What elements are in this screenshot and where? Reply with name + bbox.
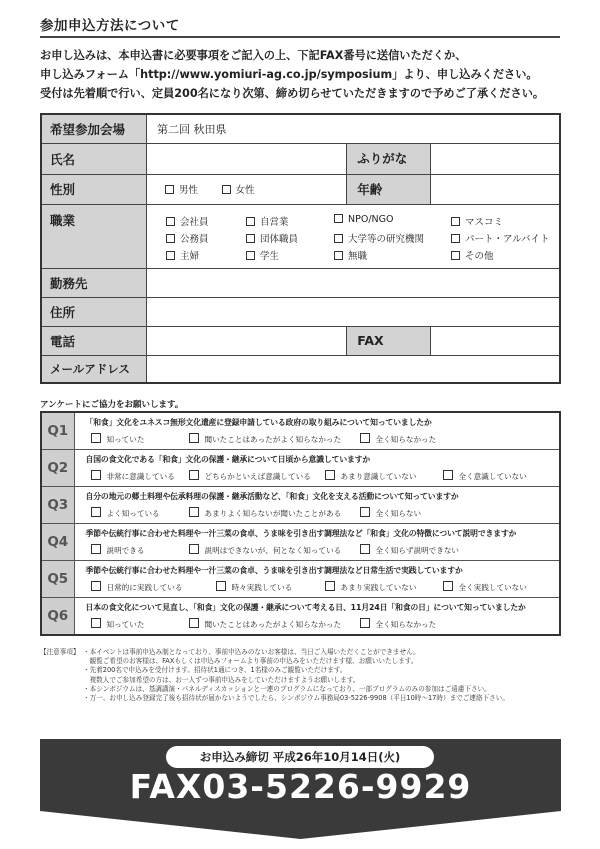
intro-line: 申し込みフォーム「http://www.yomiuri-ag.co.jp/symposium」より、申し込みください。 <box>40 68 538 81</box>
occupation-option[interactable] <box>451 248 494 262</box>
answer-option[interactable] <box>360 433 437 445</box>
occupation-label: 職業 <box>41 204 147 268</box>
checkbox-icon[interactable] <box>91 581 101 591</box>
question-number: Q5 <box>41 561 74 598</box>
checkbox-icon[interactable] <box>334 214 343 223</box>
option-label: 知っていた <box>106 435 145 444</box>
option-label: よく知っている <box>106 509 160 518</box>
question-text: 「和食」文化をユネスコ無形文化遺産に登録申請している政府の取り組みについて知っていましたか <box>85 418 432 427</box>
workplace-field[interactable] <box>147 268 561 297</box>
checkbox-icon[interactable] <box>451 234 460 243</box>
checkbox-icon[interactable] <box>91 544 101 554</box>
age-cell <box>347 174 560 204</box>
occupation-option[interactable] <box>334 248 367 262</box>
gender-options <box>147 174 347 204</box>
occupation-option[interactable] <box>166 214 209 228</box>
question-text: 日本の食文化について見直し、「和食」文化の保護・継承について考える日、11月24日「和食の日」について知っていましたか <box>85 603 526 612</box>
furigana-label: ふりがな <box>347 144 431 174</box>
option-label: 全く意識していない <box>458 472 527 481</box>
note-line: ・先着200名で申込みを受付けます。招待状1通につき、1名様のみご観覧いただけます。 <box>83 666 347 675</box>
option-label: 全く実践していない <box>458 583 527 592</box>
notes <box>40 648 560 703</box>
checkbox-icon[interactable] <box>360 433 370 443</box>
answer-option[interactable] <box>189 470 311 482</box>
checkbox-icon[interactable] <box>189 470 199 480</box>
occupation-option[interactable] <box>451 214 503 228</box>
option-label: 団体職員 <box>260 234 299 245</box>
question-text: 季節や伝統行事に合わせた料理や一汁三菜の食卓、うま味を引き出す調理法など「和食」文化の特徴について説明できますか <box>85 529 517 538</box>
question-body <box>74 598 560 636</box>
option-label: 時々実践している <box>231 583 293 592</box>
option-label: 主婦 <box>180 251 200 262</box>
answer-option[interactable] <box>325 581 417 593</box>
address-field[interactable] <box>147 297 561 326</box>
checkbox-icon[interactable] <box>91 470 101 480</box>
option-label: どちらかといえば意識している <box>204 472 311 481</box>
note-line: ・本イベントは事前申込み制となっており、事前申込みのないお客様は、当日ご入場いただくことができません。 <box>83 648 420 656</box>
furigana-field[interactable] <box>431 144 559 174</box>
answer-option[interactable] <box>91 618 145 630</box>
deadline-pill: お申込み締切 平成26年10月14日(火) <box>166 746 434 768</box>
checkbox-icon[interactable] <box>443 581 453 591</box>
name-field[interactable] <box>147 143 347 174</box>
checkbox-icon[interactable] <box>166 234 175 243</box>
answer-option[interactable] <box>91 507 160 519</box>
application-form <box>40 113 561 384</box>
occupation-option[interactable] <box>166 231 209 245</box>
question-number: Q1 <box>41 412 74 450</box>
checkbox-icon[interactable] <box>166 217 175 226</box>
email-field[interactable] <box>147 355 561 383</box>
answer-option[interactable] <box>360 507 422 519</box>
occupation-option[interactable] <box>334 231 424 245</box>
furigana-cell <box>347 143 560 174</box>
option-label: 学生 <box>260 251 280 262</box>
fax-label: FAX <box>347 327 431 355</box>
survey-heading: アンケートにご協力をお願いします。 <box>40 400 184 410</box>
checkbox-icon[interactable] <box>189 507 199 517</box>
answer-option[interactable] <box>91 544 145 556</box>
answer-option[interactable] <box>91 581 183 593</box>
intro-line: 受付は先着順で行い、定員200名になり次第、締め切らせていただきますので予めご了承ください。 <box>40 87 545 100</box>
option-label: NPO/NGO <box>348 214 394 225</box>
answer-option[interactable] <box>216 581 293 593</box>
option-label: 知っていた <box>106 620 145 629</box>
answer-option[interactable] <box>360 618 437 630</box>
option-label: 聞いたことはあったがよく知らなかった <box>204 620 342 629</box>
occupation-option[interactable] <box>246 248 279 262</box>
option-label: その他 <box>465 251 494 262</box>
venue-label: 希望参加会場 <box>41 114 147 143</box>
occupation-option[interactable] <box>166 248 199 262</box>
age-field[interactable] <box>431 175 559 204</box>
option-label: 大学等の研究機関 <box>348 234 425 245</box>
option-label: 全く知らなかった <box>375 435 437 444</box>
occupation-option[interactable] <box>246 214 289 228</box>
question-body <box>74 561 560 598</box>
checkbox-icon[interactable] <box>451 217 460 226</box>
option-label: あまり意識していない <box>340 472 417 481</box>
checkbox-icon[interactable] <box>360 618 370 628</box>
answer-option[interactable] <box>91 433 145 445</box>
venue-value[interactable]: 第二回 秋田県 <box>147 114 561 143</box>
occupation-option[interactable] <box>451 231 549 245</box>
gender-male-option[interactable] <box>165 182 198 196</box>
option-label: 非常に意識している <box>106 472 175 481</box>
option-label: あまりよく知らないが聞いたことがある <box>204 509 342 518</box>
option-label: 無職 <box>348 251 368 262</box>
answer-option[interactable] <box>443 581 527 593</box>
option-label: 全く知らない <box>375 509 422 518</box>
option-label: 日常的に実践している <box>106 583 183 592</box>
notes-label: 【注意事項】 <box>40 648 80 656</box>
age-label: 年齢 <box>347 175 431 204</box>
option-label: マスコミ <box>465 217 504 228</box>
phone-field[interactable] <box>147 326 347 355</box>
answer-option[interactable] <box>189 507 342 519</box>
answer-option[interactable] <box>189 544 342 556</box>
question-number: Q3 <box>41 487 74 524</box>
occupation-option[interactable] <box>334 214 393 225</box>
question-body <box>74 487 560 524</box>
survey-table <box>40 411 561 636</box>
question-number: Q4 <box>41 524 74 561</box>
occupation-options <box>147 204 561 268</box>
heading-divider <box>40 36 560 38</box>
checkbox-icon[interactable] <box>451 251 460 260</box>
checkbox-icon[interactable] <box>189 618 199 628</box>
checkbox-icon[interactable] <box>91 618 101 628</box>
answer-option[interactable] <box>91 470 175 482</box>
fax-number: FAX03-5226-9929 <box>129 767 472 806</box>
fax-field[interactable] <box>431 327 559 355</box>
checkbox-icon[interactable] <box>165 185 174 194</box>
question-body <box>74 450 560 487</box>
checkbox-icon[interactable] <box>246 251 255 260</box>
question-body <box>74 524 560 561</box>
gender-female-option[interactable] <box>222 182 255 196</box>
answer-option[interactable] <box>360 544 460 556</box>
workplace-label: 勤務先 <box>41 268 147 297</box>
note-line: 観覧ご希望のお客様は、FAXもしくは申込みフォームより事前の申込みをいただけます様、お願いいたします。 <box>83 657 418 666</box>
intro-line: お申し込みは、本申込書に必要事項をご記入の上、下記FAX番号に送信いただくか、 <box>40 49 467 62</box>
question-text: 季節や伝統行事に合わせた料理や一汁三菜の食卓、うま味を引き出す調理法など日常生活で実践していますか <box>85 566 463 575</box>
option-label: 説明はできないが、何となく知っている <box>204 546 342 555</box>
option-label: パート・アルバイト <box>465 234 550 245</box>
checkbox-icon[interactable] <box>246 234 255 243</box>
option-label: 会社員 <box>180 217 209 228</box>
answer-option[interactable] <box>443 470 527 482</box>
option-label: 自営業 <box>260 217 289 228</box>
answer-option[interactable] <box>325 470 417 482</box>
checkbox-icon[interactable] <box>246 217 255 226</box>
checkbox-icon[interactable] <box>360 544 370 554</box>
option-label: 女性 <box>235 185 255 196</box>
checkbox-icon[interactable] <box>91 507 101 517</box>
option-label: 男性 <box>179 185 199 196</box>
fax-cell <box>347 326 560 355</box>
note-line: ・万一、お申し込み登録完了後も招待状が届かないようでしたら、シンポジウム事務局03-5226-9908（平日10時〜17時）までご連絡下さい。 <box>83 694 509 703</box>
checkbox-icon[interactable] <box>189 433 199 443</box>
question-text: 自分の地元の郷土料理や伝承料理の保護・継承活動など、「和食」文化を支える活動について知っていますか <box>85 492 459 501</box>
question-text: 自国の食文化である「和食」文化の保護・継承について日頃から意識していますか <box>85 455 371 464</box>
question-number: Q6 <box>41 598 74 636</box>
name-label: 氏名 <box>41 143 147 174</box>
address-label: 住所 <box>41 297 147 326</box>
checkbox-icon[interactable] <box>222 185 231 194</box>
option-label: 聞いたことはあったがよく知らなかった <box>204 435 342 444</box>
checkbox-icon[interactable] <box>166 251 175 260</box>
intro-text <box>40 46 570 103</box>
checkbox-icon[interactable] <box>334 234 343 243</box>
note-line: ・本シンポジウムは、基調講演・パネルディスカッションと一連のプログラムになっており、一部プログラムのみの参加はご遠慮下さい。 <box>83 684 491 693</box>
checkbox-icon[interactable] <box>360 507 370 517</box>
section-heading: 参加申込方法について <box>40 18 180 34</box>
option-label: 全く知らなかった <box>375 620 437 629</box>
question-number: Q2 <box>41 450 74 487</box>
email-label: メールアドレス <box>41 355 147 383</box>
occupation-option[interactable] <box>246 231 298 245</box>
answer-option[interactable] <box>189 618 342 630</box>
checkbox-icon[interactable] <box>91 433 101 443</box>
checkbox-icon[interactable] <box>189 544 199 554</box>
checkbox-icon[interactable] <box>443 470 453 480</box>
checkbox-icon[interactable] <box>334 251 343 260</box>
gender-label: 性別 <box>41 174 147 204</box>
question-body <box>74 412 560 450</box>
option-label: 全く知らず説明できない <box>375 546 460 555</box>
option-label: あまり実践していない <box>340 583 417 592</box>
checkbox-icon[interactable] <box>325 470 335 480</box>
note-line: 複数人でご参加希望の方は、お一人ずつ事前申込みをしていただけますようお願いします。 <box>83 675 360 684</box>
checkbox-icon[interactable] <box>216 581 226 591</box>
checkbox-icon[interactable] <box>325 581 335 591</box>
option-label: 説明できる <box>106 546 145 555</box>
answer-option[interactable] <box>189 433 342 445</box>
phone-label: 電話 <box>41 326 147 355</box>
option-label: 公務員 <box>180 234 209 245</box>
